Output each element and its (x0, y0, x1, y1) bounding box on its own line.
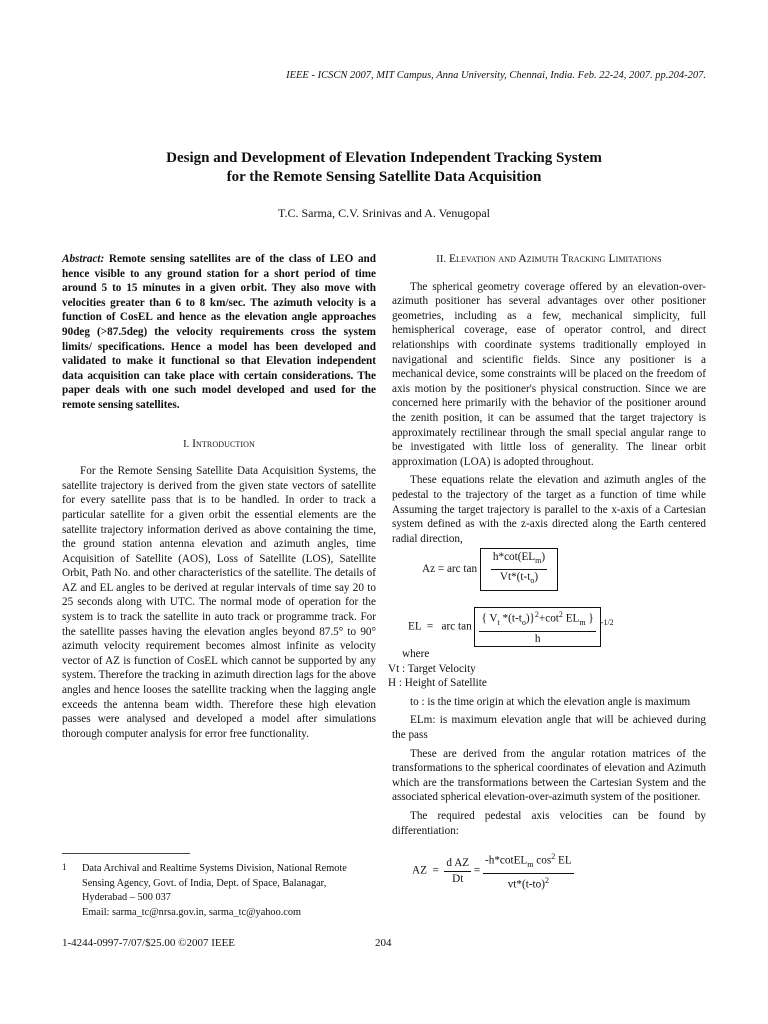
paper-title (0, 149, 768, 187)
footnote-divider (62, 853, 190, 854)
abstract-text: Remote sensing satellites are of the class of LEO and hence visible to any ground station for a short period of time around 5 to 15 minutes in a given orbit. They also move with velocities greater than 6 to 8 km/sec. The azimuth velocity is a function of CosEL and hence as the elevation angle approaches 90deg (>87.5deg) the velocity requirements cross the system limits/ specifications. Hence a model has been developed and validated to make it functional so that Elevation independent data acquisition can take place with certain considerations. The paper deals with one such model developed and used for the remote sensing satellites. (62, 253, 377, 411)
copyright-line: 1-4244-0997-7/07/$25.00 ©2007 IEEE (62, 937, 236, 949)
definition-h: H : Height of Satellite (388, 677, 487, 690)
footnote (62, 862, 372, 920)
left-column (62, 252, 376, 741)
paragraph: These equations relate the elevation and azimuth angles of the pedestal to the trajectory of the target as a function of time while Assuming the target trajectory is parallel to the x-axis of a Cartesian system defined as with the z-axis directed along the Earth centered radial direction, (392, 474, 706, 545)
paragraph: The spherical geometry coverage offered by an elevation-over-azimuth positioner has several advantages over other positioner geometries, including as a few, mechanical simplicity, full hemispherical coverage, ease of operator control, and direct relationships with coordinate systems traditionally employed in navigational and scientific fields. Since any positioner is a mechanical device, some constraints will be placed on the freedom of axis motion by the positioner's physical construction. Since we are concerned here primarily with the behavior of the positioner around the zenith position, it can be assumed that the target trajectory is approximately rectilinear through the small special angular range to be investigated with little loss of generality. The linear orbit approximation (LOA) is adopted throughout. (392, 280, 706, 468)
paragraph: The required pedestal axis velocities can be found by differentiation: (392, 810, 706, 837)
abstract-label: Abstract: (62, 253, 105, 265)
definition-vt: Vt : Target Velocity (388, 662, 476, 675)
intro-paragraph: For the Remote Sensing Satellite Data Acquisition Systems, the satellite trajectory is derived from the given state vectors of satellite for every satellite pass that is to be handled. In order to track a particular satellite for a given orbit the essential elements are the satellite trajectory information derived as above containing the time, the ground station antenna elevation and azimuth angles, time Acquisition of Satellite (AOS), Loss of Satellite (LOS), Satellite Orbit, Path No. and other characteristics of the satellite. The details of AZ and EL angles to be derived at regular intervals of time say 20 to 25 seconds along with UTC. The normal mode of operation for the system is to track the satellite in auto track or programme track. For the satellite passes having the elevation angles beyond 87.5° to 90° azimuth velocity requirement becomes almost infinite as velocity vector of AZ is function of CosEL which cannot be supported by any system. Therefore the tracking in azimuth direction lags for the above angles and hence looses the satellite tracking when the lagging angle exceeds the antenna beam width. Therefore these high elevation passes were analysed and developed a model after simulations thorough computer analysis for error free functionality. (62, 465, 376, 740)
authors: T.C. Sarma, C.V. Srinivas and A. Venugopal (278, 206, 490, 220)
footnote-email: Email: sarma_tc@nrsa.gov.in, sarma_tc@yahoo.com (82, 906, 302, 918)
section-title: Introduction (192, 437, 255, 450)
section-number: II. (436, 254, 447, 265)
footnote-mark: 1 (62, 862, 67, 872)
equation-az: Az = arc tan $\frac{h*\cot(EL_m)}{Vt*(t-t_o)}$ (422, 548, 706, 591)
page-number: 204 (375, 937, 392, 949)
section-heading-limitations (392, 252, 706, 268)
footnote-line: Sensing Agency, Govt. of India, Dept. of Space, Balanagar, (82, 877, 327, 889)
equation-el: EL = arc tan $\frac{\{ V_t *(t-t_o)\}^2+\cot^2 EL_m \}}{h}$ $^{-1/2}$ (408, 607, 706, 647)
section-number: I. (183, 438, 190, 450)
running-header: IEEE - ICSCN 2007, MIT Campus, Anna University, Chennai, India. Feb. 22-24, 2007. pp.204-207. (286, 70, 706, 81)
equation-az-derivative: AZ = $\frac{\text{d AZ}}{Dt}$ = $\frac{-h*cotEL_m \cos^2 EL}{vt*(t-to)^2}$ (412, 852, 572, 891)
footnote-line: Data Archival and Realtime Systems Division, National Remote (82, 863, 347, 874)
definition-to: to : is the time origin at which the elevation angle is maximum (410, 695, 691, 708)
footnote-line: Hyderabad – 500 037 (82, 892, 171, 903)
paragraph: These are derived from the angular rotation matrices of the transformations to the spherical coordinates of elevation and Azimuth which are the transformations between the Cartesian System and the associated spherical elevation-over-azimuth system of the positioner. (392, 747, 706, 804)
title-line-2: for the Remote Sensing Satellite Data Acquisition (226, 169, 542, 185)
definition-elm: ELm: is maximum elevation angle that will be achieved during the pass (392, 714, 706, 742)
right-column (388, 252, 706, 892)
section-heading-introduction (62, 437, 376, 453)
section-title: Elevation and Azimuth Tracking Limitations (448, 253, 662, 265)
title-line-1: Design and Development of Elevation Independent Tracking System (166, 150, 602, 166)
where-label: where (402, 648, 430, 661)
abstract (62, 252, 376, 413)
